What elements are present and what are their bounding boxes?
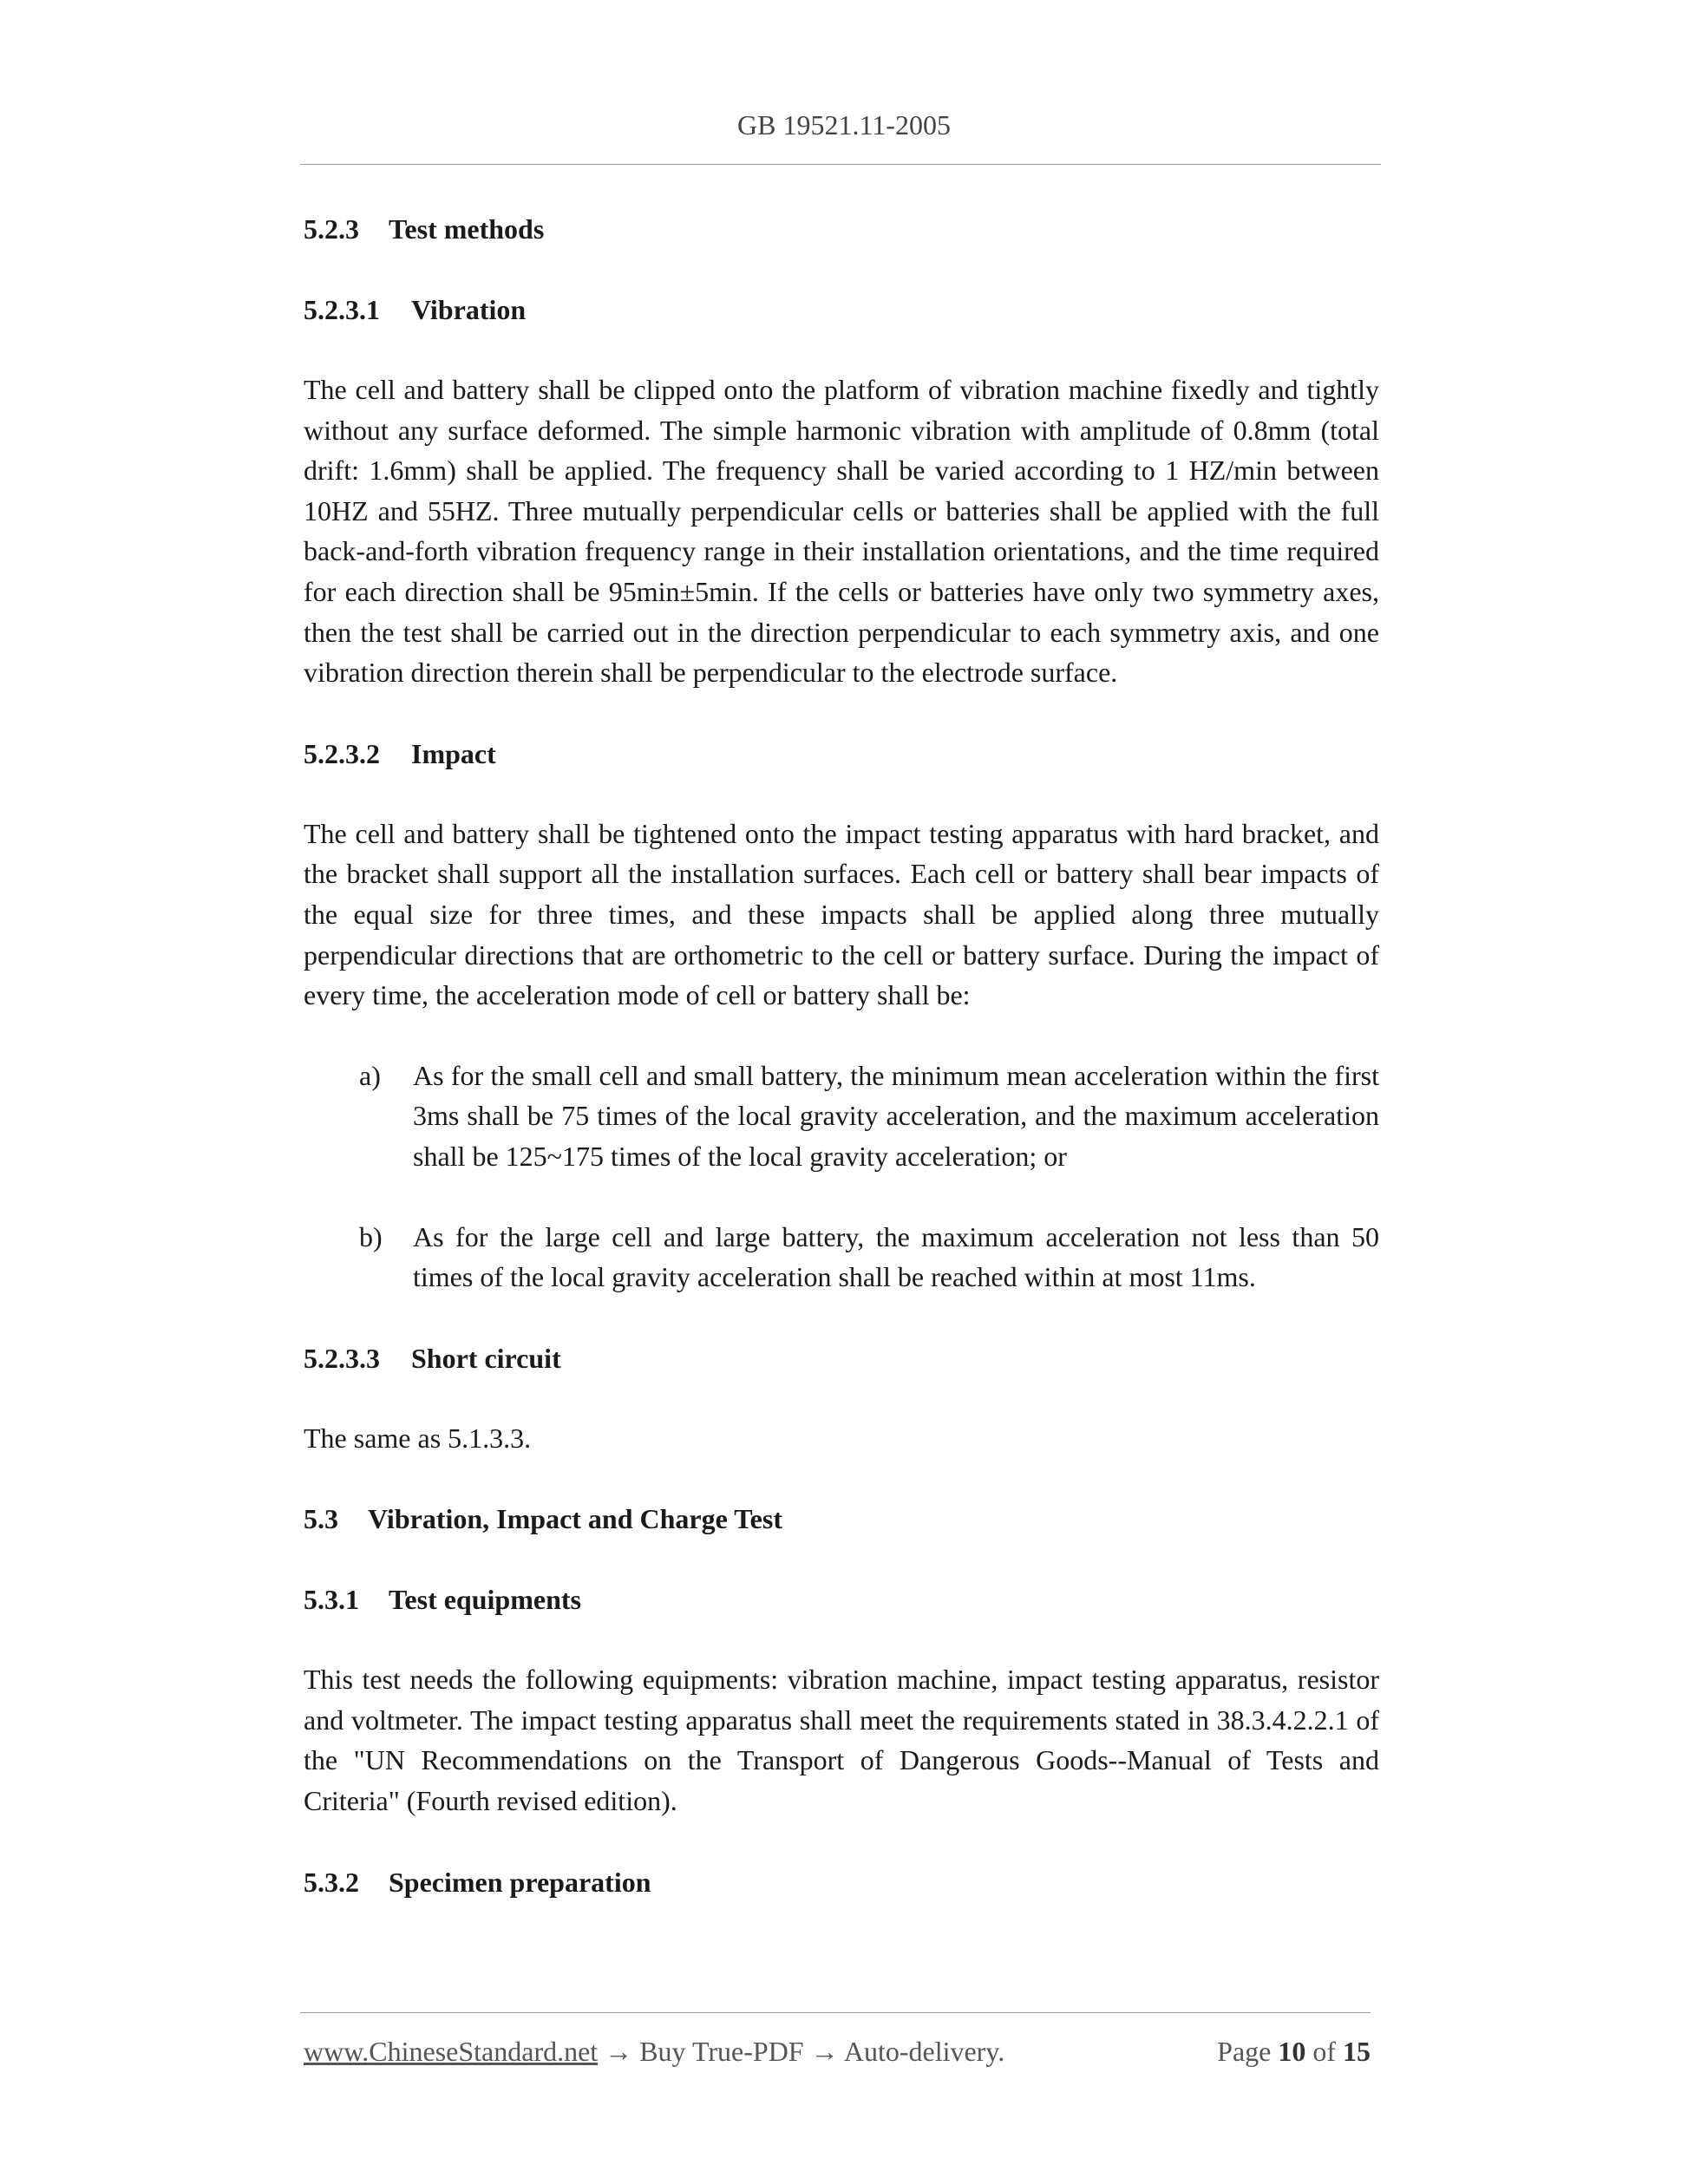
- section-title: Short circuit: [411, 1342, 561, 1374]
- section-number: 5.2.3.3: [304, 1342, 380, 1374]
- page-label: Page: [1217, 2036, 1272, 2067]
- section-title: Test equipments: [389, 1584, 581, 1616]
- list-item: [359, 1056, 1379, 1177]
- paragraph-vibration: The cell and battery shall be clipped onto the platform of vibration machine fixedly and tightly without any surface deformed. The simple harmonic vibration with amplitude of 0.8mm (total drift: 1.6mm) shall be applied. The frequency shall be varied according to 1 HZ/min between 10HZ and 55HZ. Three mutually perpendicular cells or batteries shall be applied with the full back-and-forth vibration frequency range in their installation orientations, and the time required for each direction shall be 95min±5min. If the cells or batteries have only two symmetry axes, then the test shall be carried out in the direction perpendicular to each symmetry axis, and one vibration direction therein shall be perpendicular to the electrode surface.: [304, 374, 1379, 689]
- site-link[interactable]: www.ChineseStandard.net: [304, 2036, 599, 2067]
- section-heading-5-2-3: [304, 208, 1379, 250]
- footer-divider: [300, 2012, 1371, 2013]
- section-number: 5.3.1: [304, 1584, 359, 1616]
- auto-delivery-text: Auto-delivery.: [843, 2036, 1005, 2067]
- section-title: Test methods: [389, 213, 545, 245]
- list-item: [359, 1217, 1379, 1298]
- footer-promo: [304, 2031, 1004, 2071]
- list-marker: a): [359, 1059, 381, 1091]
- section-heading-5-3-1: [304, 1579, 1379, 1620]
- page-current: 10: [1278, 2036, 1306, 2067]
- of-label: of: [1312, 2036, 1336, 2067]
- section-heading-5-2-3-2: [304, 733, 1379, 775]
- paragraph-test-equipments: This test needs the following equipments: vibration machine, impact testing apparatus, resistor and voltmeter. The impact testing apparatus shall meet the requirements stated in 38.3.4.2.2.1 of the "UN Recommendations on the Transport of Dangerous Goods--Manual of Tests and Criteria" (Fourth revised edition).: [304, 1664, 1379, 1817]
- section-title: Vibration: [411, 294, 527, 325]
- section-number: 5.2.3.1: [304, 294, 380, 325]
- section-number: 5.2.3: [304, 213, 359, 245]
- paragraph-short-circuit: The same as 5.1.3.3.: [304, 1422, 532, 1454]
- section-title: Impact: [411, 737, 496, 769]
- arrow-right-icon: →: [605, 2036, 633, 2067]
- section-number: 5.3.2: [304, 1866, 359, 1898]
- document-header-title: GB 19521.11-2005: [737, 109, 951, 141]
- list-item-text: As for the large cell and large battery, the maximum acceleration not less than 50 times of the local gravity acceleration shall be reached within at most 11ms.: [413, 1220, 1379, 1293]
- section-heading-5-3: [304, 1498, 1379, 1540]
- section-title: Specimen preparation: [389, 1866, 651, 1898]
- section-number: 5.3: [304, 1503, 338, 1535]
- section-number: 5.2.3.2: [304, 737, 380, 769]
- page-content: [304, 208, 1379, 1903]
- paragraph-impact: The cell and battery shall be tightened onto the impact testing apparatus with hard bracket, and the bracket shall support all the installation surfaces. Each cell or battery shall bear impacts of the equal size for three times, and these impacts shall be applied along three mutually perpendicular directions that are orthometric to the cell or battery surface. During the impact of every time, the acceleration mode of cell or battery shall be:: [304, 817, 1379, 1011]
- section-heading-5-2-3-1: [304, 289, 1379, 330]
- section-title: Vibration, Impact and Charge Test: [368, 1503, 782, 1535]
- list-item-text: As for the small cell and small battery, the minimum mean acceleration within the first 3ms shall be 75 times of the local gravity acceleration, and the maximum acceleration shall be 125~175 times of the local gravity acceleration; or: [413, 1059, 1379, 1172]
- arrow-right-icon: →: [810, 2036, 839, 2067]
- header-divider: [300, 164, 1381, 165]
- page-indicator: [1217, 2031, 1371, 2071]
- page-total: 15: [1343, 2036, 1371, 2067]
- section-heading-5-3-2: [304, 1861, 1379, 1903]
- buy-pdf-link[interactable]: Buy True-PDF: [639, 2036, 804, 2067]
- list-marker: b): [359, 1220, 383, 1252]
- section-heading-5-2-3-3: [304, 1337, 1379, 1379]
